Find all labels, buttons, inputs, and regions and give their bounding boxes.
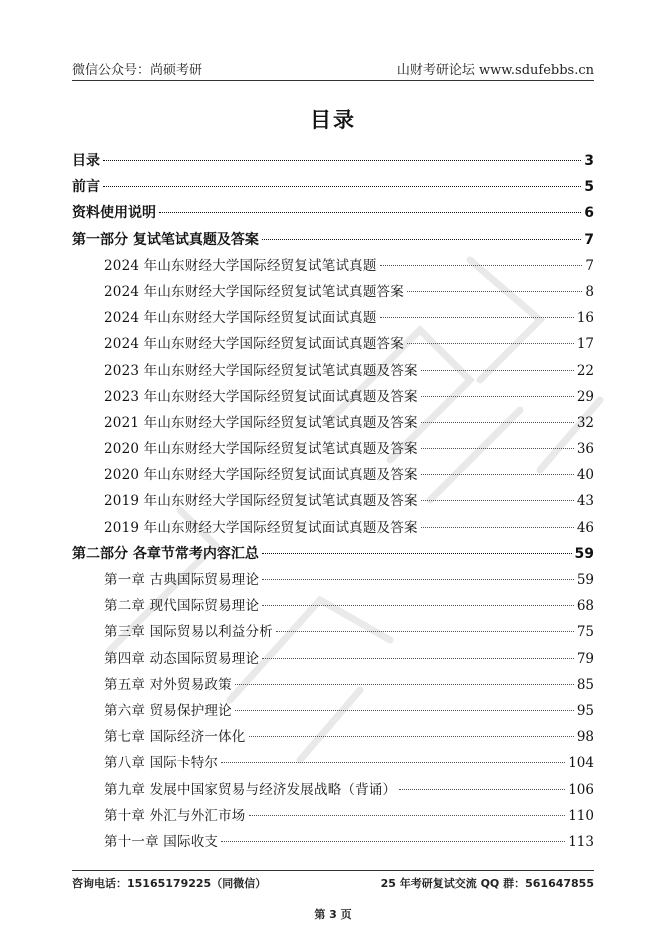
toc-entry[interactable] (72, 567, 594, 593)
toc-leader-dots (249, 736, 574, 737)
toc-entry-page: 110 (568, 807, 594, 824)
toc-leader-dots (421, 474, 574, 475)
toc-entry-label: 第七章 国际经济一体化 (104, 729, 246, 746)
toc-leader-dots (276, 631, 574, 632)
toc-leader-dots (421, 370, 574, 371)
footer-right-text: 25 年考研复试交流 QQ 群：561647855 (380, 877, 594, 890)
toc-leader-dots (262, 605, 574, 606)
toc-entry-page: 98 (576, 729, 594, 746)
toc-entry-page: 59 (576, 572, 594, 588)
toc-entry-page: 85 (576, 676, 594, 693)
toc-entry[interactable] (72, 829, 594, 855)
toc-entry-page: 6 (584, 205, 594, 222)
toc-entry-label: 第一章 古典国际贸易理论 (104, 572, 260, 588)
toc-entry-label: 第十一章 国际收支 (104, 833, 219, 850)
toc-entry-label: 第一部分 复试笔试真题及答案 (72, 231, 259, 248)
toc-entry-label: 第三章 国际贸易以利益分析 (104, 624, 273, 641)
footer-divider (72, 870, 594, 871)
toc-entry-page: 16 (576, 310, 594, 327)
toc-entry[interactable] (72, 672, 594, 698)
toc-entry-label: 2023 年山东财经大学国际经贸复试笔试真题及答案 (104, 362, 418, 379)
toc-entry[interactable] (72, 593, 594, 619)
header-left-text: 微信公众号：尚硕考研 (72, 62, 203, 78)
toc-entry-label: 第五章 对外贸易政策 (104, 676, 232, 693)
toc-leader-dots (421, 396, 574, 397)
page-header (72, 58, 594, 78)
footer-left-text: 咨询电话：15165179225（同微信） (72, 877, 267, 890)
toc-entry-label: 2019 年山东财经大学国际经贸复试面试真题及答案 (104, 519, 418, 536)
toc-entry-page: 36 (576, 441, 594, 458)
toc-entry-page: 104 (568, 755, 594, 772)
toc-entry-page: 7 (585, 257, 594, 274)
toc-entry-label: 2021 年山东财经大学国际经贸复试笔试真题及答案 (104, 414, 418, 431)
toc-entry-page: 5 (584, 179, 594, 196)
toc-entry-page: 79 (576, 650, 594, 667)
toc-leader-dots (103, 186, 581, 187)
toc-entry[interactable] (72, 750, 594, 776)
toc-leader-dots (262, 579, 574, 580)
header-divider (72, 80, 594, 81)
table-of-contents (72, 148, 594, 855)
toc-leader-dots (421, 448, 574, 449)
toc-entry-label: 第二部分 各章节常考内容汇总 (72, 545, 259, 562)
toc-leader-dots (235, 684, 574, 685)
toc-entry-page: 113 (568, 833, 594, 850)
toc-entry[interactable] (72, 331, 594, 357)
toc-entry-page: 59 (574, 545, 594, 562)
toc-leader-dots (249, 815, 566, 816)
toc-entry-page: 17 (576, 336, 594, 353)
toc-entry[interactable] (72, 384, 594, 410)
toc-entry-page: 3 (584, 153, 594, 169)
toc-entry-page: 68 (576, 598, 594, 615)
toc-leader-dots (421, 500, 574, 501)
toc-entry[interactable] (72, 253, 594, 279)
toc-leader-dots (407, 343, 574, 344)
toc-entry-page: 75 (576, 624, 594, 641)
toc-entry-label: 目录 (72, 153, 100, 169)
toc-leader-dots (421, 527, 574, 528)
toc-entry-label: 前言 (72, 179, 100, 196)
toc-entry[interactable] (72, 646, 594, 672)
toc-entry-label: 2020 年山东财经大学国际经贸复试面试真题及答案 (104, 467, 418, 484)
toc-entry[interactable] (72, 488, 594, 514)
toc-title: 目录 (310, 108, 356, 132)
header-right-text: 山财考研论坛 www.sdufebbs.cn (396, 62, 594, 78)
toc-entry[interactable] (72, 148, 594, 174)
toc-leader-dots (262, 658, 574, 659)
toc-entry-label: 第六章 贸易保护理论 (104, 702, 232, 719)
toc-leader-dots (103, 160, 581, 161)
toc-entry[interactable] (72, 462, 594, 488)
toc-leader-dots (421, 422, 574, 423)
toc-entry[interactable] (72, 436, 594, 462)
toc-entry-label: 第二章 现代国际贸易理论 (104, 598, 260, 615)
toc-leader-dots (221, 841, 565, 842)
page-footer (72, 875, 594, 891)
toc-entry-label: 第八章 国际卡特尔 (104, 755, 219, 772)
toc-entry-label: 2020 年山东财经大学国际经贸复试笔试真题及答案 (104, 441, 418, 458)
toc-leader-dots (380, 317, 574, 318)
toc-entry[interactable] (72, 777, 594, 803)
toc-entry[interactable] (72, 803, 594, 829)
toc-entry-label: 第九章 发展中国家贸易与经济发展战略（背诵） (104, 781, 397, 798)
toc-entry[interactable] (72, 174, 594, 200)
toc-leader-dots (235, 710, 574, 711)
toc-entry-label: 第十章 外汇与外汇市场 (104, 807, 246, 824)
page-number: 第 3 页 (314, 908, 352, 921)
toc-entry-label: 2023 年山东财经大学国际经贸复试面试真题及答案 (104, 388, 418, 405)
toc-leader-dots (399, 789, 565, 790)
toc-entry-label: 2024 年山东财经大学国际经贸复试面试真题 (104, 310, 377, 327)
toc-entry[interactable] (72, 279, 594, 305)
toc-entry-page: 40 (576, 467, 594, 484)
toc-entry[interactable] (72, 410, 594, 436)
toc-entry[interactable] (72, 724, 594, 750)
toc-entry-label: 2019 年山东财经大学国际经贸复试笔试真题及答案 (104, 493, 418, 510)
toc-entry[interactable] (72, 358, 594, 384)
toc-leader-dots (380, 265, 583, 266)
toc-entry-page: 95 (576, 702, 594, 719)
toc-entry-page: 46 (576, 519, 594, 536)
toc-entry-label: 2024 年山东财经大学国际经贸复试笔试真题 (104, 257, 377, 274)
toc-entry[interactable] (72, 227, 594, 253)
toc-leader-dots (262, 239, 581, 240)
toc-entry[interactable] (72, 541, 594, 567)
toc-leader-dots (407, 291, 582, 292)
toc-entry[interactable] (72, 200, 594, 226)
toc-entry-page: 29 (576, 388, 594, 405)
toc-entry-label: 第四章 动态国际贸易理论 (104, 650, 260, 667)
toc-entry-page: 32 (576, 414, 594, 431)
toc-leader-dots (159, 212, 581, 213)
toc-entry[interactable] (72, 305, 594, 331)
toc-entry-page: 106 (568, 781, 594, 798)
toc-entry-page: 8 (585, 283, 594, 300)
toc-entry-page: 43 (576, 493, 594, 510)
toc-entry-page: 7 (584, 231, 594, 248)
toc-entry-page: 22 (576, 362, 594, 379)
toc-entry[interactable] (72, 515, 594, 541)
toc-entry[interactable] (72, 619, 594, 645)
toc-entry-label: 2024 年山东财经大学国际经贸复试笔试真题答案 (104, 283, 404, 300)
toc-entry[interactable] (72, 698, 594, 724)
toc-entry-label: 2024 年山东财经大学国际经贸复试面试真题答案 (104, 336, 404, 353)
toc-leader-dots (221, 762, 565, 763)
toc-leader-dots (262, 553, 572, 554)
toc-entry-label: 资料使用说明 (72, 205, 156, 222)
